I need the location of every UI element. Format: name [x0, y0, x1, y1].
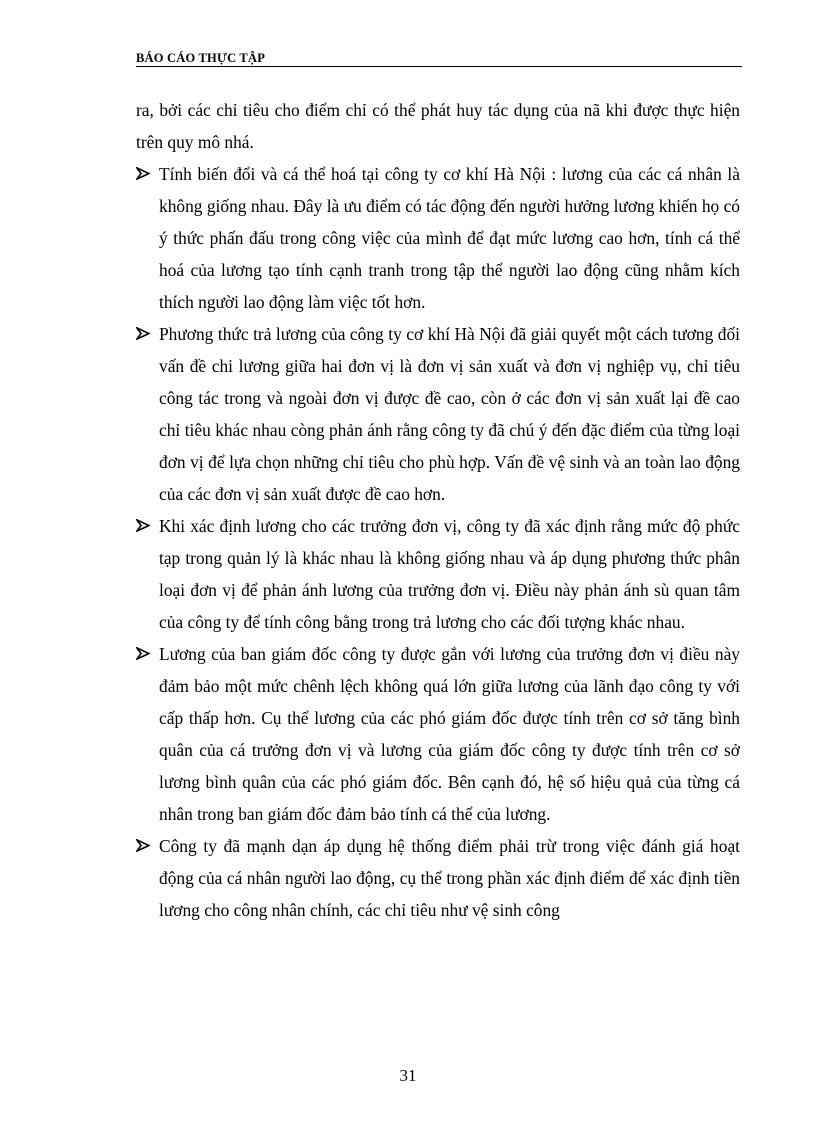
- arrow-bullet-icon: [136, 158, 150, 190]
- bullet-text: Phương thức trả lương của công ty cơ khí Hà Nội đã giải quyết một cách tương đối vấn đề chi lương giữa hai đơn vị là đơn vị sản xuất và đơn vị nghiệp vụ, chỉ tiêu công tác trong và ngoài đơn vị được đề cao, còn ở các đơn vị sản xuất lại đề cao chỉ tiêu khác nhau còng phản ánh rằng công ty đã chú ý đến đặc điểm của từng loại đơn vị để lựa chọn những chỉ tiêu cho phù hợp. Vấn đề vệ sinh và an toàn lao động của các đơn vị sản xuất được đề cao hơn.: [159, 324, 740, 504]
- arrow-bullet-icon: [136, 638, 150, 670]
- page-number: 31: [399, 1066, 417, 1085]
- document-body: [136, 94, 740, 926]
- arrow-bullet-icon: [136, 830, 150, 862]
- bullet-text: Công ty đã mạnh dạn áp dụng hệ thống điểm phải trừ trong việc đánh giá hoạt động của cá nhân người lao động, cụ thể trong phần xác định điểm để xác định tiền lương cho công nhân chính, các chỉ tiêu như vệ sinh công: [159, 836, 740, 920]
- bullet-item: [136, 318, 740, 510]
- bullet-text: Khi xác định lương cho các trưởng đơn vị, công ty đã xác định rằng mức độ phức tạp trong quản lý là khác nhau là không giống nhau và áp dụng phương thức phân loại đơn vị để phản ánh lương của trưởng đơn vị. Điều này phản ánh sù quan tâm của công ty để tính công bằng trong trả lương cho các đối tượng khác nhau.: [159, 516, 740, 632]
- bullet-item: [136, 158, 740, 318]
- report-title: BÁO CÁO THỰC TẬP: [136, 51, 266, 65]
- bullet-item: [136, 638, 740, 830]
- bullet-text: Lương của ban giám đốc công ty được gắn với lương của trưởng đơn vị điều này đảm bảo một mức chênh lệch không quá lớn giữa lương của lãnh đạo công ty với cấp thấp hơn. Cụ thể lương của các phó giám đốc được tính trên cơ sở tăng bình quân của cá trưởng đơn vị và lương của giám đốc công ty được tính trên cơ sở lương bình quân của các phó giám đốc. Bên cạnh đó, hệ số hiệu quả của từng cá nhân trong ban giám đốc đảm bảo tính cá thể của lương.: [159, 644, 740, 824]
- page-header: [136, 50, 742, 67]
- intro-paragraph: ra, bởi các chỉ tiêu cho điểm chỉ có thể phát huy tác dụng của nã khi được thực hiện trên quy mô nhá.: [136, 100, 740, 152]
- arrow-bullet-icon: [136, 318, 150, 350]
- arrow-bullet-icon: [136, 510, 150, 542]
- bullet-item: [136, 510, 740, 638]
- bullet-item: [136, 830, 740, 926]
- bullet-text: Tính biến đổi và cá thể hoá tại công ty cơ khí Hà Nội : lương của các cá nhân là không giống nhau. Đây là ưu điểm có tác động đến người hưởng lương khiến họ có ý thức phấn đấu trong công việc của mình để đạt mức lương cao hơn, tính cá thể hoá của lương tạo tính cạnh tranh trong tập thể người lao động cũng nhằm kích thích người lao động làm việc tốt hơn.: [159, 164, 740, 312]
